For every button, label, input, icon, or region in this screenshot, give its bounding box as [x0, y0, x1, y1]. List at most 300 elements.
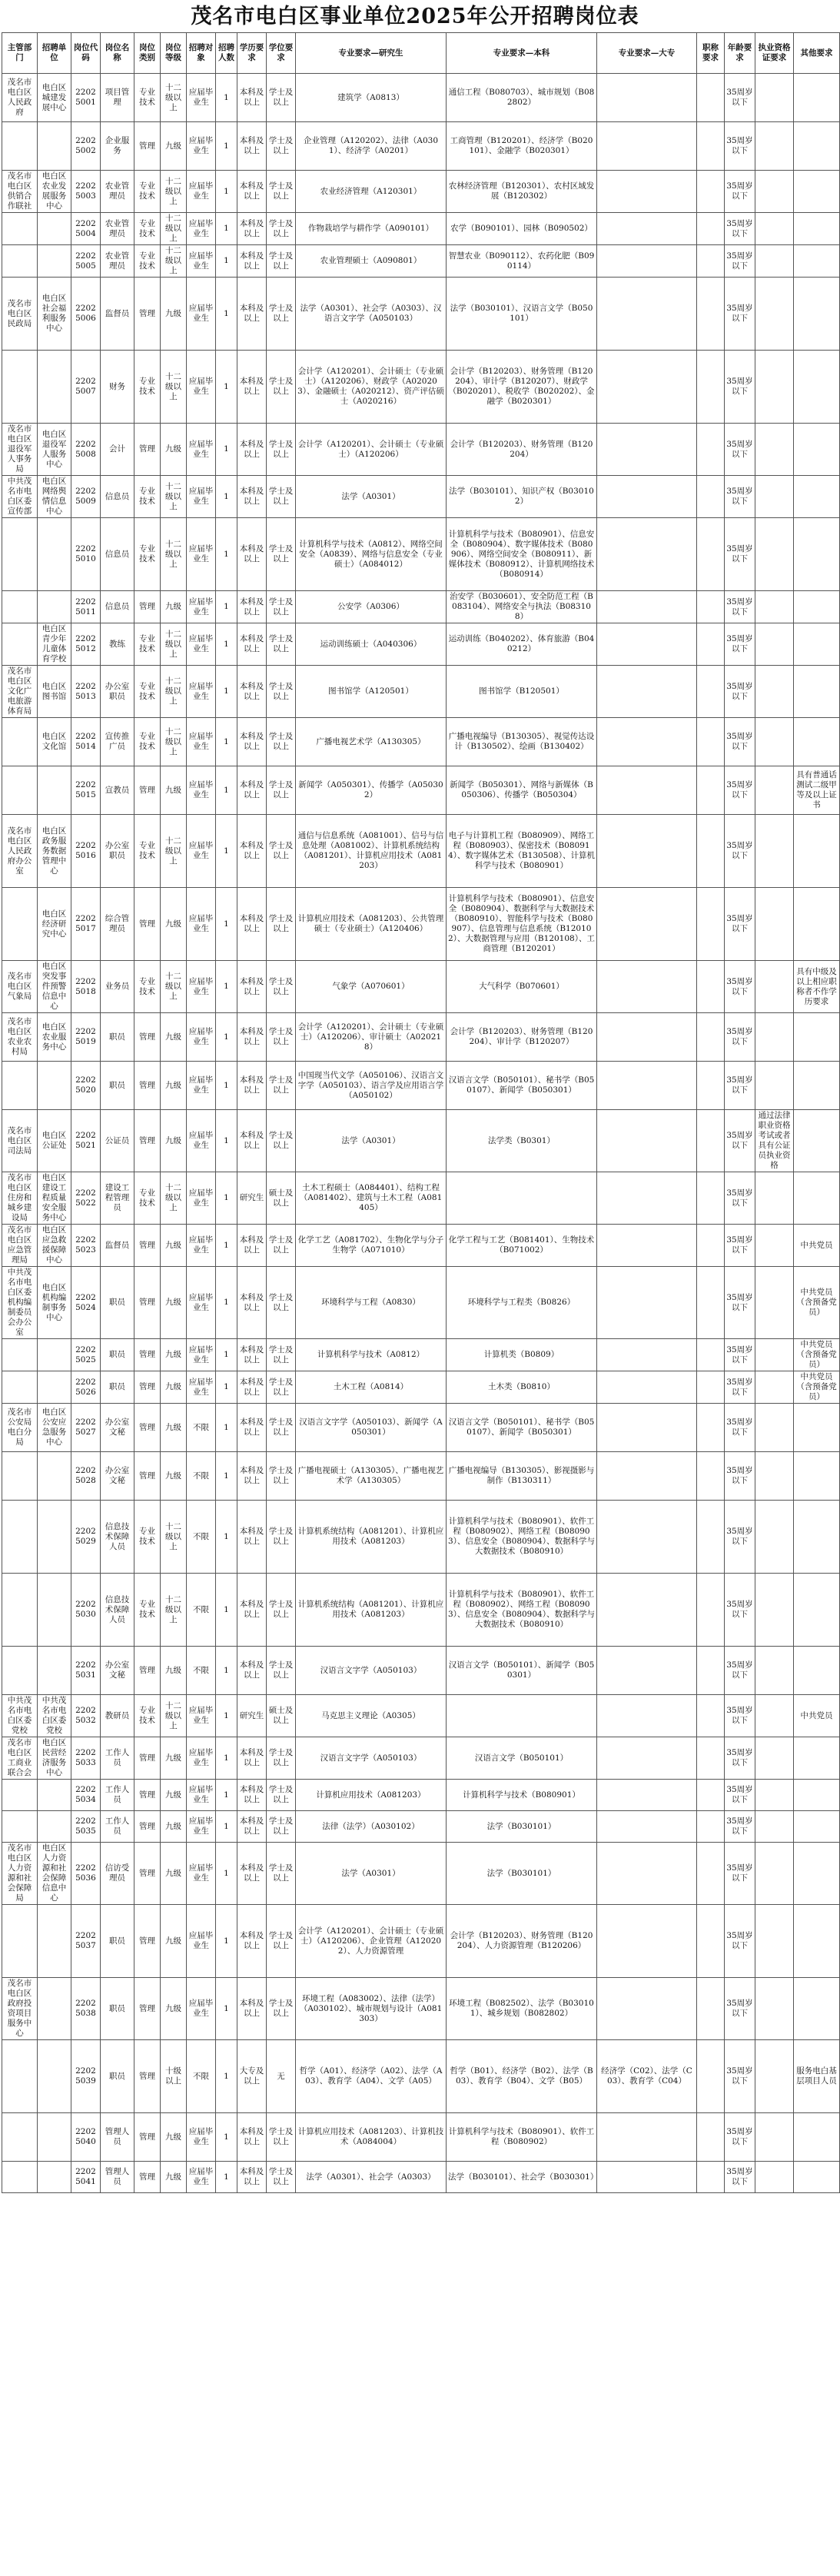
level-cell: 十二级以上 — [161, 518, 187, 591]
category-cell: 专业技术 — [134, 518, 161, 591]
other-req-cell — [794, 424, 840, 476]
code-cell: 22025025 — [71, 1339, 101, 1371]
category-cell: 管理 — [134, 424, 161, 476]
header-cell: 执业资格证要求 — [755, 33, 794, 74]
education-cell: 本科及以上 — [237, 278, 267, 351]
count-cell: 1 — [216, 1267, 237, 1339]
other-req-cell — [794, 888, 840, 961]
code-cell: 22025041 — [71, 2162, 101, 2193]
table-row — [2, 1172, 840, 1225]
target-cell: 应届毕业生 — [187, 718, 216, 766]
dept-cell — [2, 245, 38, 278]
code-cell: 22025017 — [71, 888, 101, 961]
degree-cell: 学士及以上 — [267, 623, 296, 666]
category-cell: 管理 — [134, 1978, 161, 2040]
degree-cell: 学士及以上 — [267, 2113, 296, 2162]
unit-cell — [38, 1647, 71, 1695]
title-req-cell — [697, 1110, 725, 1172]
undergrad-major-cell: 土木类（B0810） — [447, 1371, 597, 1404]
undergrad-major-cell: 环境科学与工程类（B0826） — [447, 1267, 597, 1339]
unit-cell — [38, 1062, 71, 1110]
title-req-cell — [697, 1695, 725, 1737]
level-cell: 九级 — [161, 1780, 187, 1811]
table-header-row — [2, 33, 840, 74]
title-req-cell — [697, 74, 725, 122]
level-cell: 九级 — [161, 1647, 187, 1695]
degree-cell: 硕士及以上 — [267, 1172, 296, 1225]
category-cell: 管理 — [134, 1780, 161, 1811]
title-req-cell — [697, 122, 725, 171]
count-cell: 1 — [216, 213, 237, 245]
other-req-cell: 中共党员 — [794, 1695, 840, 1737]
cert-cell — [755, 1695, 794, 1737]
grad-major-cell: 通信与信息系统（A081001）、信号与信息处理（A081002）、计算机系统结构（A081201）、计算机应用技术（A081203） — [296, 815, 447, 888]
table-row — [2, 1225, 840, 1267]
college-major-cell — [597, 74, 697, 122]
undergrad-major-cell: 电子与计算机工程（B080909）、网络工程（B080903）、保密技术（B080914）、数字媒体艺术（B130508）、计算机科学与技术（B080901） — [447, 815, 597, 888]
cert-cell — [755, 1843, 794, 1905]
education-cell: 本科及以上 — [237, 1905, 267, 1978]
grad-major-cell: 汉语言文字学（A050103）、新闻学（A050301） — [296, 1404, 447, 1452]
code-cell: 22025040 — [71, 2113, 101, 2162]
code-cell: 22025030 — [71, 1574, 101, 1647]
position-name-cell: 建设工程管理员 — [101, 1172, 134, 1225]
dept-cell: 茂名市电白区司法局 — [2, 1110, 38, 1172]
code-cell: 22025037 — [71, 1905, 101, 1978]
undergrad-major-cell: 环境工程（B082502）、法学（B030101）、城乡规划（B082802） — [447, 1978, 597, 2040]
other-req-cell — [794, 2113, 840, 2162]
grad-major-cell: 计算机系统结构（A081201）、计算机应用技术（A081203） — [296, 1574, 447, 1647]
count-cell: 1 — [216, 1172, 237, 1225]
college-major-cell — [597, 213, 697, 245]
education-cell: 本科及以上 — [237, 623, 267, 666]
education-cell: 本科及以上 — [237, 888, 267, 961]
code-cell: 22025029 — [71, 1501, 101, 1574]
other-req-cell: 具有中级及以上相应职称者不作学历要求 — [794, 961, 840, 1013]
target-cell: 应届毕业生 — [187, 1780, 216, 1811]
undergrad-major-cell: 法学（B030101） — [447, 1811, 597, 1843]
position-name-cell: 公证员 — [101, 1110, 134, 1172]
unit-cell: 电白区公安应急服务中心 — [38, 1404, 71, 1452]
degree-cell: 学士及以上 — [267, 351, 296, 424]
education-cell: 研究生 — [237, 1172, 267, 1225]
position-name-cell: 职员 — [101, 1371, 134, 1404]
cert-cell — [755, 1267, 794, 1339]
code-cell: 22025007 — [71, 351, 101, 424]
target-cell: 应届毕业生 — [187, 1737, 216, 1780]
count-cell: 1 — [216, 74, 237, 122]
header-cell: 岗位代码 — [71, 33, 101, 74]
college-major-cell — [597, 961, 697, 1013]
unit-cell: 电白区农业发展服务中心 — [38, 171, 71, 213]
other-req-cell — [794, 518, 840, 591]
code-cell: 22025027 — [71, 1404, 101, 1452]
unit-cell: 电白区社会福利服务中心 — [38, 278, 71, 351]
table-row — [2, 1843, 840, 1905]
dept-cell: 茂名市电白区人民政府 — [2, 74, 38, 122]
category-cell: 专业技术 — [134, 666, 161, 718]
table-row — [2, 2113, 840, 2162]
header-cell: 职称要求 — [697, 33, 725, 74]
level-cell: 九级 — [161, 1225, 187, 1267]
unit-cell: 电白区青少年儿童体育学校 — [38, 623, 71, 666]
other-req-cell: 服务电白基层项目人员 — [794, 2040, 840, 2113]
cert-cell — [755, 424, 794, 476]
undergrad-major-cell: 新闻学（B050301）、网络与新媒体（B050306）、传播学（B050304） — [447, 766, 597, 815]
unit-cell — [38, 1978, 71, 2040]
degree-cell: 学士及以上 — [267, 1013, 296, 1062]
education-cell: 本科及以上 — [237, 1811, 267, 1843]
degree-cell: 学士及以上 — [267, 1452, 296, 1501]
category-cell: 管理 — [134, 766, 161, 815]
age-cell: 35周岁以下 — [725, 74, 755, 122]
category-cell: 管理 — [134, 1647, 161, 1695]
cert-cell — [755, 1062, 794, 1110]
target-cell: 应届毕业生 — [187, 1371, 216, 1404]
target-cell: 应届毕业生 — [187, 961, 216, 1013]
title-req-cell — [697, 961, 725, 1013]
table-row — [2, 171, 840, 213]
age-cell: 35周岁以下 — [725, 1843, 755, 1905]
unit-cell: 电白区图书馆 — [38, 666, 71, 718]
code-cell: 22025005 — [71, 245, 101, 278]
position-name-cell: 项目管理 — [101, 74, 134, 122]
unit-cell — [38, 1501, 71, 1574]
table-row — [2, 1978, 840, 2040]
target-cell: 应届毕业生 — [187, 591, 216, 623]
undergrad-major-cell: 法学（B030101） — [447, 1843, 597, 1905]
code-cell: 22025020 — [71, 1062, 101, 1110]
table-row — [2, 623, 840, 666]
other-req-cell — [794, 1013, 840, 1062]
level-cell: 九级 — [161, 1811, 187, 1843]
title-req-cell — [697, 1978, 725, 2040]
undergrad-major-cell: 会计学（B120203）、财务管理（B120204）、审计学（B120207） — [447, 1013, 597, 1062]
title-req-cell — [697, 815, 725, 888]
degree-cell: 学士及以上 — [267, 888, 296, 961]
education-cell: 本科及以上 — [237, 1013, 267, 1062]
title-req-cell — [697, 213, 725, 245]
cert-cell — [755, 888, 794, 961]
dept-cell — [2, 213, 38, 245]
education-cell: 本科及以上 — [237, 1574, 267, 1647]
unit-cell: 电白区突发事件预警信息中心 — [38, 961, 71, 1013]
cert-cell — [755, 213, 794, 245]
undergrad-major-cell: 通信工程（B080703）、城市规划（B082802） — [447, 74, 597, 122]
position-name-cell: 监督员 — [101, 278, 134, 351]
grad-major-cell: 汉语言文字学（A050103） — [296, 1647, 447, 1695]
count-cell: 1 — [216, 1811, 237, 1843]
target-cell: 不限 — [187, 1404, 216, 1452]
code-cell: 22025039 — [71, 2040, 101, 2113]
cert-cell — [755, 1737, 794, 1780]
grad-major-cell: 广播电视艺术学（A130305） — [296, 718, 447, 766]
code-cell: 22025016 — [71, 815, 101, 888]
table-row — [2, 1574, 840, 1647]
title-req-cell — [697, 278, 725, 351]
dept-cell — [2, 1339, 38, 1371]
code-cell: 22025004 — [71, 213, 101, 245]
education-cell: 研究生 — [237, 1695, 267, 1737]
target-cell: 不限 — [187, 1647, 216, 1695]
age-cell: 35周岁以下 — [725, 1371, 755, 1404]
degree-cell: 学士及以上 — [267, 213, 296, 245]
cert-cell — [755, 1574, 794, 1647]
age-cell: 35周岁以下 — [725, 213, 755, 245]
age-cell: 35周岁以下 — [725, 1110, 755, 1172]
table-row — [2, 1062, 840, 1110]
count-cell: 1 — [216, 1647, 237, 1695]
other-req-cell — [794, 278, 840, 351]
count-cell: 1 — [216, 1501, 237, 1574]
table-row — [2, 1110, 840, 1172]
target-cell: 应届毕业生 — [187, 74, 216, 122]
other-req-cell — [794, 213, 840, 245]
undergrad-major-cell: 计算机科学与技术（B080901）、软件工程（B080902）、网络工程（B080903）、信息安全（B080904）、数据科学与大数据技术（B080910） — [447, 1501, 597, 1574]
code-cell: 22025031 — [71, 1647, 101, 1695]
college-major-cell: 经济学（C02）、法学（C03）、教育学（C04） — [597, 2040, 697, 2113]
cert-cell — [755, 1371, 794, 1404]
cert-cell — [755, 1780, 794, 1811]
unit-cell — [38, 591, 71, 623]
dept-cell: 茂名市电白区农业农村局 — [2, 1013, 38, 1062]
count-cell: 1 — [216, 1452, 237, 1501]
other-req-cell — [794, 623, 840, 666]
category-cell: 管理 — [134, 1811, 161, 1843]
age-cell: 35周岁以下 — [725, 815, 755, 888]
age-cell: 35周岁以下 — [725, 1225, 755, 1267]
title-req-cell — [697, 476, 725, 518]
other-req-cell — [794, 74, 840, 122]
header-cell: 专业要求—大专 — [597, 33, 697, 74]
table-row — [2, 591, 840, 623]
college-major-cell — [597, 476, 697, 518]
cert-cell — [755, 278, 794, 351]
position-name-cell: 综合管理员 — [101, 888, 134, 961]
education-cell: 本科及以上 — [237, 1452, 267, 1501]
dept-cell — [2, 351, 38, 424]
dept-cell — [2, 591, 38, 623]
table-row — [2, 1695, 840, 1737]
level-cell: 九级 — [161, 122, 187, 171]
undergrad-major-cell: 农林经济管理（B120301）、农村区域发展（B120302） — [447, 171, 597, 213]
age-cell: 35周岁以下 — [725, 1062, 755, 1110]
title-req-cell — [697, 424, 725, 476]
category-cell: 管理 — [134, 278, 161, 351]
target-cell: 应届毕业生 — [187, 1172, 216, 1225]
dept-cell: 茂名市公安局电白分局 — [2, 1404, 38, 1452]
cert-cell — [755, 766, 794, 815]
title-req-cell — [697, 518, 725, 591]
dept-cell — [2, 1811, 38, 1843]
title-req-cell — [697, 1062, 725, 1110]
age-cell: 35周岁以下 — [725, 476, 755, 518]
cert-cell — [755, 171, 794, 213]
degree-cell: 学士及以上 — [267, 1267, 296, 1339]
dept-cell — [2, 1905, 38, 1978]
cert-cell — [755, 518, 794, 591]
dept-cell: 茂名市电白区应急管理局 — [2, 1225, 38, 1267]
undergrad-major-cell: 法学（B030101）、知识产权（B030102） — [447, 476, 597, 518]
category-cell: 管理 — [134, 1404, 161, 1452]
level-cell: 九级 — [161, 1339, 187, 1371]
code-cell: 22025003 — [71, 171, 101, 213]
undergrad-major-cell: 计算机科学与技术（B080901）、软件工程（B080902）、网络工程（B080903）、信息安全（B080904）、数据科学与大数据技术（B080910） — [447, 1574, 597, 1647]
cert-cell — [755, 718, 794, 766]
grad-major-cell: 计算机应用技术（A081203）、计算机技术（A084004） — [296, 2113, 447, 2162]
cert-cell — [755, 1225, 794, 1267]
count-cell: 1 — [216, 1695, 237, 1737]
position-name-cell: 工作人员 — [101, 1780, 134, 1811]
degree-cell: 学士及以上 — [267, 1843, 296, 1905]
other-req-cell — [794, 718, 840, 766]
education-cell: 本科及以上 — [237, 1780, 267, 1811]
category-cell: 专业技术 — [134, 1172, 161, 1225]
code-cell: 22025014 — [71, 718, 101, 766]
dept-cell — [2, 1371, 38, 1404]
target-cell: 应届毕业生 — [187, 1013, 216, 1062]
table-row — [2, 245, 840, 278]
target-cell: 应届毕业生 — [187, 1978, 216, 2040]
dept-cell — [2, 888, 38, 961]
college-major-cell — [597, 1062, 697, 1110]
position-name-cell: 监督员 — [101, 1225, 134, 1267]
cert-cell — [755, 351, 794, 424]
education-cell: 本科及以上 — [237, 245, 267, 278]
category-cell: 专业技术 — [134, 213, 161, 245]
target-cell: 应届毕业生 — [187, 1225, 216, 1267]
level-cell: 九级 — [161, 766, 187, 815]
other-req-cell — [794, 1501, 840, 1574]
age-cell: 35周岁以下 — [725, 278, 755, 351]
level-cell: 九级 — [161, 1452, 187, 1501]
category-cell: 管理 — [134, 1843, 161, 1905]
position-name-cell: 农业管理员 — [101, 213, 134, 245]
category-cell: 管理 — [134, 1267, 161, 1339]
level-cell: 十二级以上 — [161, 1501, 187, 1574]
cert-cell — [755, 1452, 794, 1501]
position-name-cell: 工作人员 — [101, 1811, 134, 1843]
grad-major-cell: 计算机科学与技术（A0812）、网络空间安全（A0839）、网络与信息安全（专业硕士）（A084012） — [296, 518, 447, 591]
education-cell: 本科及以上 — [237, 476, 267, 518]
unit-cell — [38, 1371, 71, 1404]
target-cell: 应届毕业生 — [187, 122, 216, 171]
college-major-cell — [597, 122, 697, 171]
other-req-cell — [794, 1172, 840, 1225]
code-cell: 22025036 — [71, 1843, 101, 1905]
title-req-cell — [697, 888, 725, 961]
table-row — [2, 476, 840, 518]
cert-cell — [755, 2162, 794, 2193]
college-major-cell — [597, 1339, 697, 1371]
recruitment-table — [2, 32, 840, 2193]
position-name-cell: 信息员 — [101, 476, 134, 518]
grad-major-cell: 会计学（A120201）、会计硕士（专业硕士）（A120206） — [296, 424, 447, 476]
grad-major-cell: 运动训练硕士（A040306） — [296, 623, 447, 666]
table-row — [2, 424, 840, 476]
undergrad-major-cell: 工商管理（B120201）、经济学（B020101）、金融学（B020301） — [447, 122, 597, 171]
unit-cell: 电白区建设工程质量安全服务中心 — [38, 1172, 71, 1225]
category-cell: 管理 — [134, 1062, 161, 1110]
grad-major-cell: 马克思主义理论（A0305） — [296, 1695, 447, 1737]
table-row — [2, 1501, 840, 1574]
unit-cell — [38, 766, 71, 815]
dept-cell — [2, 623, 38, 666]
dept-cell: 茂名市电白区工商业联合会 — [2, 1737, 38, 1780]
table-row — [2, 1811, 840, 1843]
title-req-cell — [697, 1267, 725, 1339]
count-cell: 1 — [216, 888, 237, 961]
header-cell: 主管部门 — [2, 33, 38, 74]
dept-cell — [2, 1452, 38, 1501]
degree-cell: 学士及以上 — [267, 1501, 296, 1574]
dept-cell: 茂名市电白区文化广电旅游体育局 — [2, 666, 38, 718]
education-cell: 本科及以上 — [237, 1404, 267, 1452]
count-cell: 1 — [216, 518, 237, 591]
title-req-cell — [697, 1501, 725, 1574]
dept-cell: 茂名市电白区人力资源和社会保障局 — [2, 1843, 38, 1905]
education-cell: 本科及以上 — [237, 2162, 267, 2193]
degree-cell: 学士及以上 — [267, 1404, 296, 1452]
cert-cell — [755, 961, 794, 1013]
title-req-cell — [697, 1339, 725, 1371]
dept-cell — [2, 122, 38, 171]
table-row — [2, 1339, 840, 1371]
grad-major-cell: 新闻学（A050301）、传播学（A050302） — [296, 766, 447, 815]
category-cell: 管理 — [134, 1339, 161, 1371]
title-req-cell — [697, 2040, 725, 2113]
position-name-cell: 办公室职员 — [101, 666, 134, 718]
dept-cell: 茂名市电白区住房和城乡建设局 — [2, 1172, 38, 1225]
other-req-cell: 中共党员 — [794, 1225, 840, 1267]
undergrad-major-cell: 计算机科学与技术（B080901）、软件工程（B080902） — [447, 2113, 597, 2162]
level-cell: 九级 — [161, 424, 187, 476]
target-cell: 应届毕业生 — [187, 2113, 216, 2162]
count-cell: 1 — [216, 1371, 237, 1404]
code-cell: 22025021 — [71, 1110, 101, 1172]
title-req-cell — [697, 1172, 725, 1225]
grad-major-cell: 土木工程（A0814） — [296, 1371, 447, 1404]
category-cell: 管理 — [134, 591, 161, 623]
dept-cell: 茂名市电白区退役军人事务局 — [2, 424, 38, 476]
target-cell: 不限 — [187, 2040, 216, 2113]
category-cell: 专业技术 — [134, 815, 161, 888]
code-cell: 22025034 — [71, 1780, 101, 1811]
undergrad-major-cell: 图书馆学（B120501） — [447, 666, 597, 718]
other-req-cell — [794, 1647, 840, 1695]
target-cell: 应届毕业生 — [187, 1110, 216, 1172]
grad-major-cell: 会计学（A120201）、会计硕士（专业硕士）（A120206）、审计硕士（A020218） — [296, 1013, 447, 1062]
title-req-cell — [697, 1780, 725, 1811]
cert-cell — [755, 815, 794, 888]
position-name-cell: 财务 — [101, 351, 134, 424]
unit-cell — [38, 1339, 71, 1371]
target-cell: 应届毕业生 — [187, 171, 216, 213]
count-cell: 1 — [216, 1225, 237, 1267]
grad-major-cell: 计算机系统结构（A081201）、计算机应用技术（A081203） — [296, 1501, 447, 1574]
degree-cell: 学士及以上 — [267, 718, 296, 766]
other-req-cell — [794, 171, 840, 213]
college-major-cell — [597, 1501, 697, 1574]
grad-major-cell: 化学工艺（A081702）、生物化学与分子生物学（A071010） — [296, 1225, 447, 1267]
college-major-cell — [597, 1695, 697, 1737]
degree-cell: 学士及以上 — [267, 591, 296, 623]
unit-cell — [38, 1811, 71, 1843]
count-cell: 1 — [216, 2162, 237, 2193]
code-cell: 22025006 — [71, 278, 101, 351]
category-cell: 专业技术 — [134, 74, 161, 122]
header-cell: 招聘人数 — [216, 33, 237, 74]
